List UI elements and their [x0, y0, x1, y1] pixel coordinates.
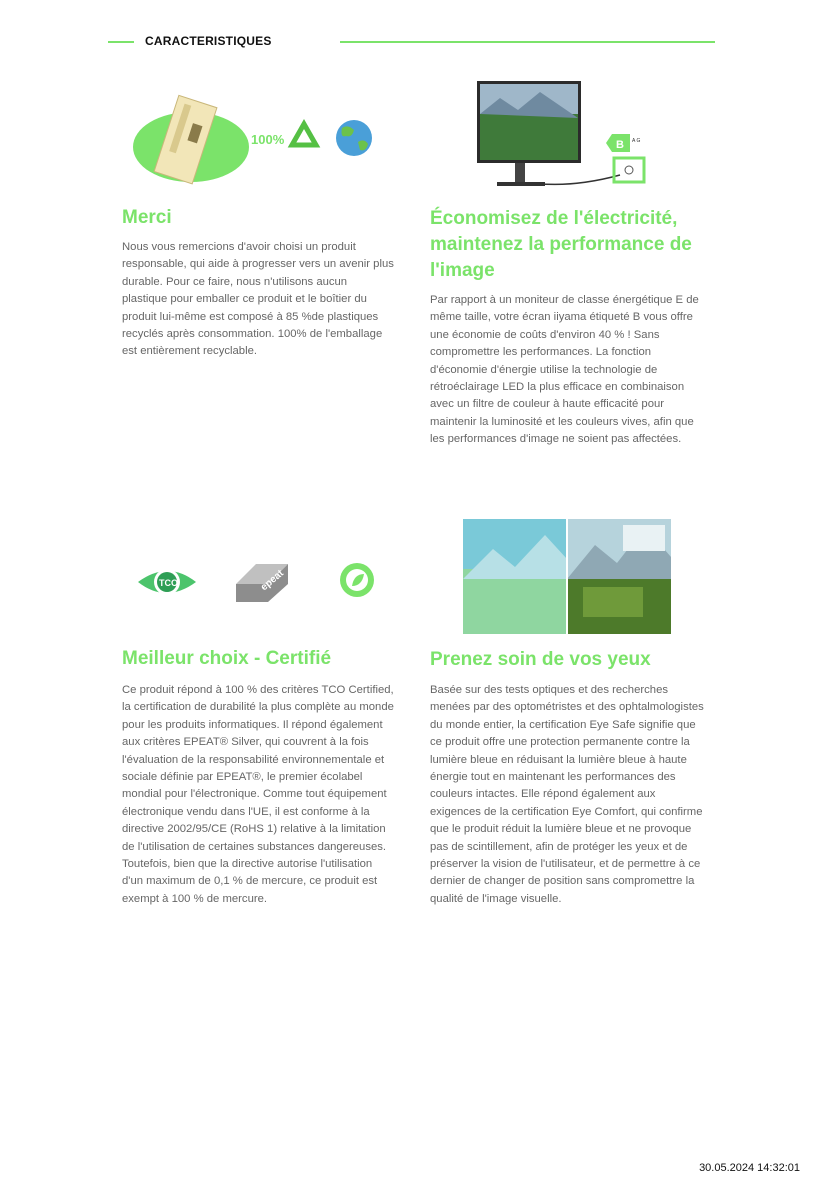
- header-rule-right: [340, 41, 715, 43]
- section-title-yeux: Prenez soin de vos yeux: [430, 649, 651, 670]
- section-heading: CARACTERISTIQUES: [145, 34, 272, 48]
- epeat-label: epeat: [258, 567, 286, 594]
- section-title-economie: Économisez de l'électricité, maintenez la performance de l'image: [430, 208, 692, 281]
- header-rule-left: [108, 41, 134, 43]
- section-body-merci: Nous vous remercions d'avoir choisi un produit responsable, qui aide à progresser vers un avenir plus durable. Pour ce faire, nous n'utilisons aucun plastique pour emballer ce produit et le boîtier du produit lui-même est composé à 85 %de plastiques recyclés après consommation. 100% de l'emballage est entièrement recyclable.: [122, 241, 394, 358]
- section-title-certifie: Meilleur choix - Certifié: [122, 648, 332, 669]
- eye-comfort-comparison: [463, 519, 671, 634]
- epeat-logo: [236, 564, 288, 602]
- energy-scale: A G: [632, 138, 641, 144]
- monitor-energy-illustration: [472, 78, 652, 194]
- section-body-certifie: Ce produit répond à 100 % des critères TCO Certified, la certification de durabilité la plus complète au monde pour les produits informatiques. Il répond également aux critères EPEAT® Silver, qui couvrent à la fois l'évaluation de la responsabilité environnementale et sociale définie par EPEAT®, le premier écolabel mondial pour l'électronique. Comme tout équipement électronique vendu dans l'UE, il est conforme à la directive 2002/95/CE (RoHS 1) relative à la limitation de l'utilisation de certaines substances dangereuses. Toutefois, bien que la directive autorise l'utilisation d'un maximum de 0,1 % de mercure, ce produit est exempt à 100 % de mercure.: [122, 684, 394, 905]
- tco-certified-logo: [138, 569, 196, 595]
- tco-label: TCO: [159, 578, 178, 588]
- globe-icon: [336, 120, 372, 156]
- section-title-merci: Merci: [122, 207, 172, 228]
- power-outlet-icon: [614, 158, 644, 182]
- certification-logos: [136, 558, 380, 606]
- print-timestamp: 30.05.2024 14:32:01: [699, 1162, 800, 1174]
- rohs-leaf-icon: [340, 563, 374, 597]
- recycled-percent: 100%: [251, 132, 285, 147]
- section-body-economie: Par rapport à un moniteur de classe énergétique E de même taille, votre écran iiyama étiqueté B vous offre une économie de coûts d'environ 40 % ! Sans compromettre les performances. La fonction d'économie d'énergie utilise la technologie de rétroéclairage LED la plus efficace en combinaison avec un filtre de couleur à haute efficacité pour maintenir la luminosité et les couleurs vives, afin que les performances d'image ne soient pas affectées.: [430, 294, 699, 446]
- section-body-yeux: Basée sur des tests optiques et des recherches menées par des optométristes et des ophtalmologistes du monde entier, la certification Eye Safe signifie que ce produit offre une protection permanente contre la lumière bleue en réduisant la lumière bleue à haute énergie tout en maintenant les performances des couleurs intactes. Elle répond également aux exigences de la certification Eye Comfort, qui confirme que le produit réduit la lumière bleue et ne provoque pas de scintillement, afin de protéger les yeux et de préserver la vision de l'utilisateur, et de permettre à ce dernier de changer de position sans compromettre la qualité de l'image visuelle.: [430, 684, 704, 905]
- energy-class: B: [616, 139, 624, 151]
- energy-label-icon: [606, 134, 640, 152]
- recycled-packaging-illustration: [128, 92, 384, 192]
- recycle-icon: [292, 124, 316, 145]
